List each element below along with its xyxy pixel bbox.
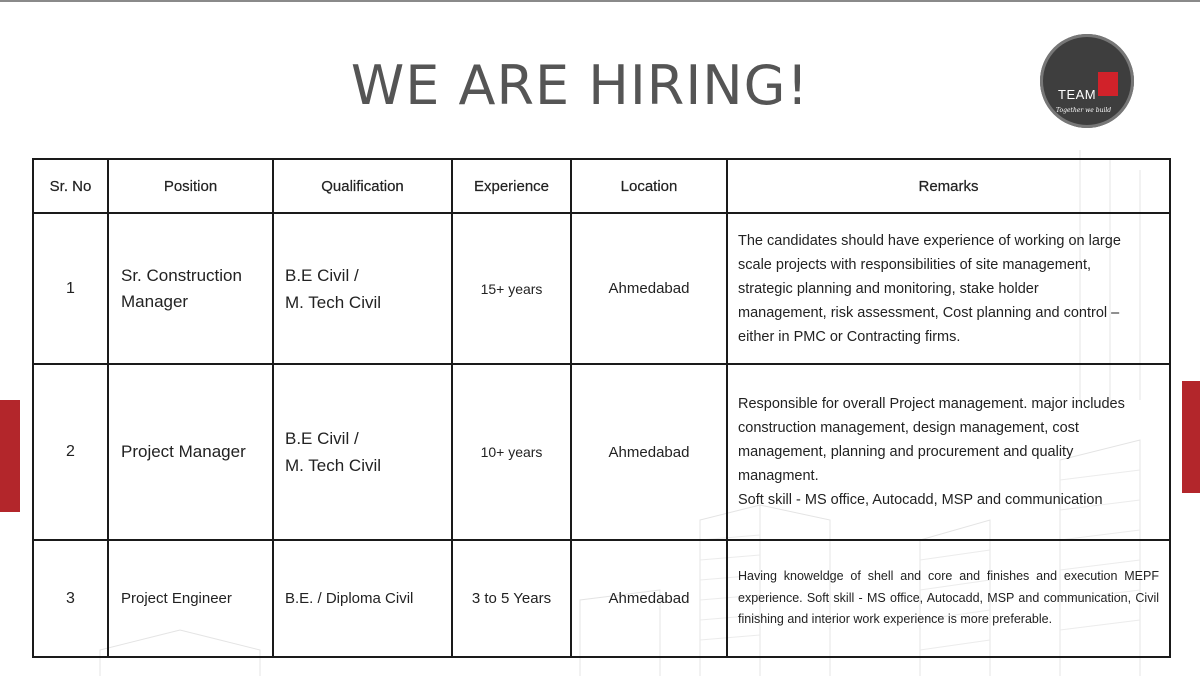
position-line: Sr. Construction xyxy=(121,265,242,285)
cell-remarks xyxy=(727,213,1170,364)
cell-sr-no: 2 xyxy=(33,364,108,540)
qualification-line: B.E. / Diploma Civil xyxy=(285,590,414,607)
cell-experience: 15+ years xyxy=(452,213,571,364)
remarks-line: construction management, design management, cost xyxy=(738,420,1079,436)
header-sr-no: Sr. No xyxy=(33,159,108,213)
remarks-line: scale projects with responsibilities of site management, xyxy=(738,256,1091,273)
cell-position xyxy=(108,540,273,657)
job-openings-table xyxy=(32,158,1171,658)
cell-remarks xyxy=(727,364,1170,540)
cell-sr-no: 1 xyxy=(33,213,108,364)
cell-location: Ahmedabad xyxy=(571,540,727,657)
position-line: Manager xyxy=(121,291,189,311)
header-qualification: Qualification xyxy=(273,159,452,213)
remarks-line: Responsible for overall Project management. major includes xyxy=(738,396,1125,412)
cell-location: Ahmedabad xyxy=(571,364,727,540)
remarks-line: management, risk assessment, Cost planning and control – xyxy=(738,304,1120,321)
remarks-line: The candidates should have experience of working on large xyxy=(738,232,1121,249)
cell-qualification xyxy=(273,540,452,657)
cell-qualification xyxy=(273,364,452,540)
remarks-line: managment. xyxy=(738,468,819,484)
left-red-accent-bar xyxy=(0,400,20,512)
team-logo xyxy=(1040,34,1134,134)
cell-position xyxy=(108,213,273,364)
logo-tagline: Together we build xyxy=(1056,107,1112,114)
remarks-line: management, planning and procurement and quality xyxy=(738,444,1074,460)
table-header-row xyxy=(33,159,1170,213)
qualification-line: M. Tech Civil xyxy=(285,292,382,312)
cell-experience: 3 to 5 Years xyxy=(452,540,571,657)
remarks-line: Soft skill - MS office, Autocadd, MSP and communication xyxy=(738,492,1103,508)
header-remarks: Remarks xyxy=(727,159,1170,213)
qualification-line: B.E Civil / xyxy=(285,429,359,448)
cell-qualification xyxy=(273,213,452,364)
header-experience: Experience xyxy=(452,159,571,213)
logo-word: TEAM xyxy=(1058,87,1097,102)
remarks-line: strategic planning and monitoring, stake holder xyxy=(738,280,1039,297)
right-red-accent-bar xyxy=(1182,381,1200,493)
page-title: WE ARE HIRING! xyxy=(350,54,810,117)
table-row xyxy=(33,364,1170,540)
header-position: Position xyxy=(108,159,273,213)
position-line: Project Engineer xyxy=(121,589,232,607)
logo-red-square xyxy=(1098,72,1118,96)
table-row xyxy=(33,540,1170,657)
qualification-line: M. Tech Civil xyxy=(285,456,382,475)
cell-position xyxy=(108,364,273,540)
cell-experience: 10+ years xyxy=(452,364,571,540)
remarks-line: either in PMC or Contracting firms. xyxy=(738,328,961,345)
cell-remarks: Having knoweldge of shell and core and finishes and execution MEPF experience. Soft skill - MS office, Autocadd, MSP and communication, Civil finishing and interior work experience is more preferable. xyxy=(727,540,1170,657)
cell-location: Ahmedabad xyxy=(571,213,727,364)
header-location: Location xyxy=(571,159,727,213)
table-row xyxy=(33,213,1170,364)
qualification-line: B.E Civil / xyxy=(285,265,359,285)
position-line: Project Manager xyxy=(121,442,246,461)
cell-sr-no: 3 xyxy=(33,540,108,657)
